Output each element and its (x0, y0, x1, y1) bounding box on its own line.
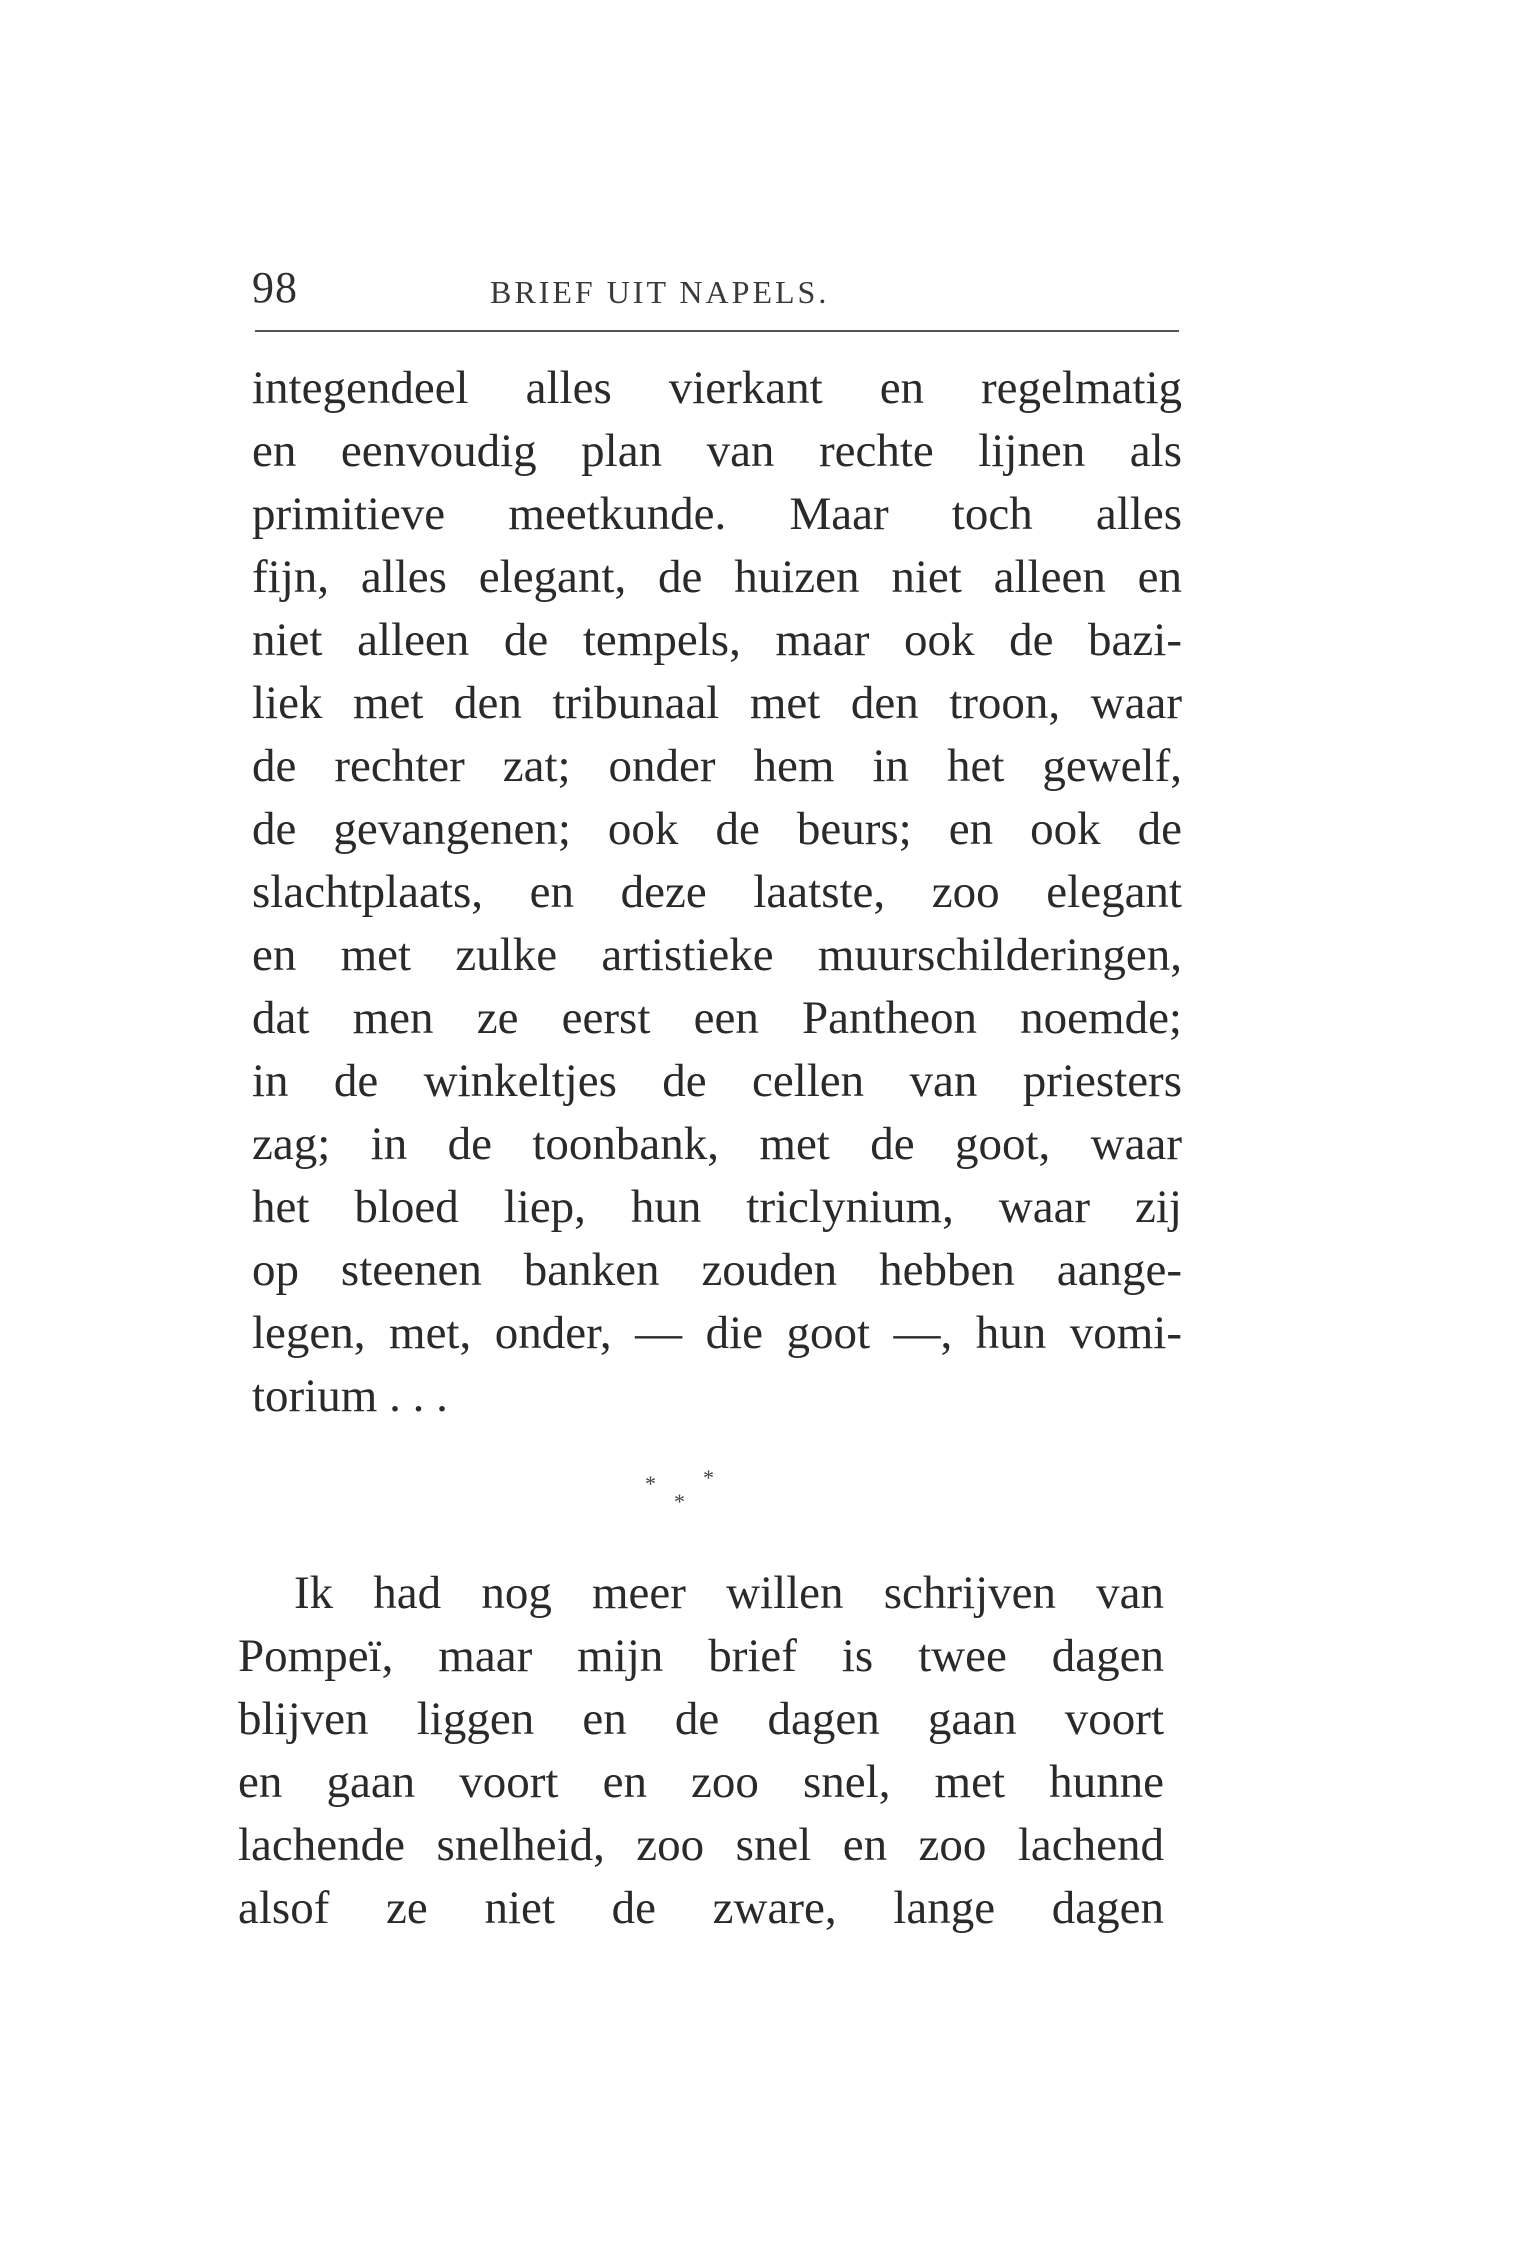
text-line: en met zulke artistieke muurschilderingen, (252, 929, 1182, 981)
text-line: het bloed liep, hun triclynium, waar zij (252, 1181, 1182, 1233)
text-line: blijven liggen en de dagen gaan voort (238, 1693, 1164, 1745)
asterism-separator (645, 1465, 745, 1525)
text-line: primitieve meetkunde. Maar toch alles (252, 488, 1182, 540)
header-rule (255, 330, 1179, 332)
text-line: de gevangenen; ook de beurs; en ook de (252, 803, 1182, 855)
page-number: 98 (252, 263, 298, 312)
text-line: alsof ze niet de zware, lange dagen (238, 1882, 1164, 1934)
running-title: BRIEF UIT NAPELS. (490, 274, 830, 310)
text-line: zag; in de toonbank, met de goot, waar (252, 1118, 1182, 1170)
text-line: liek met den tribunaal met den troon, waar (252, 677, 1182, 729)
text-line: torium . . . (252, 1370, 448, 1422)
text-line: Ik had nog meer willen schrijven van (294, 1567, 1164, 1619)
paragraph-2 (238, 1562, 1164, 1940)
text-line: Pompeï, maar mijn brief is twee dagen (238, 1630, 1164, 1682)
page-header (252, 250, 1180, 320)
text-line: slachtplaats, en deze laatste, zoo elegant (252, 866, 1182, 918)
text-line: de rechter zat; onder hem in het gewelf, (252, 740, 1182, 792)
text-line: niet alleen de tempels, maar ook de bazi- (252, 614, 1182, 666)
text-line: lachende snelheid, zoo snel en zoo lachend (238, 1819, 1164, 1871)
text-line: fijn, alles elegant, de huizen niet alleen en (252, 551, 1182, 603)
text-line: op steenen banken zouden hebben aange- (252, 1244, 1182, 1296)
text-line: integendeel alles vierkant en regelmatig (252, 362, 1182, 414)
paragraph-1 (252, 357, 1182, 1428)
asterisk-icon: * (674, 1489, 685, 1514)
text-line: en eenvoudig plan van rechte lijnen als (252, 425, 1182, 477)
text-line: dat men ze eerst een Pantheon noemde; (252, 992, 1182, 1044)
text-line: legen, met, onder, — die goot —, hun vomi- (252, 1307, 1182, 1359)
text-line: in de winkeltjes de cellen van priesters (252, 1055, 1182, 1107)
text-line: en gaan voort en zoo snel, met hunne (238, 1756, 1164, 1808)
asterisk-icon: * (703, 1465, 714, 1490)
asterisk-icon: * (645, 1471, 656, 1496)
